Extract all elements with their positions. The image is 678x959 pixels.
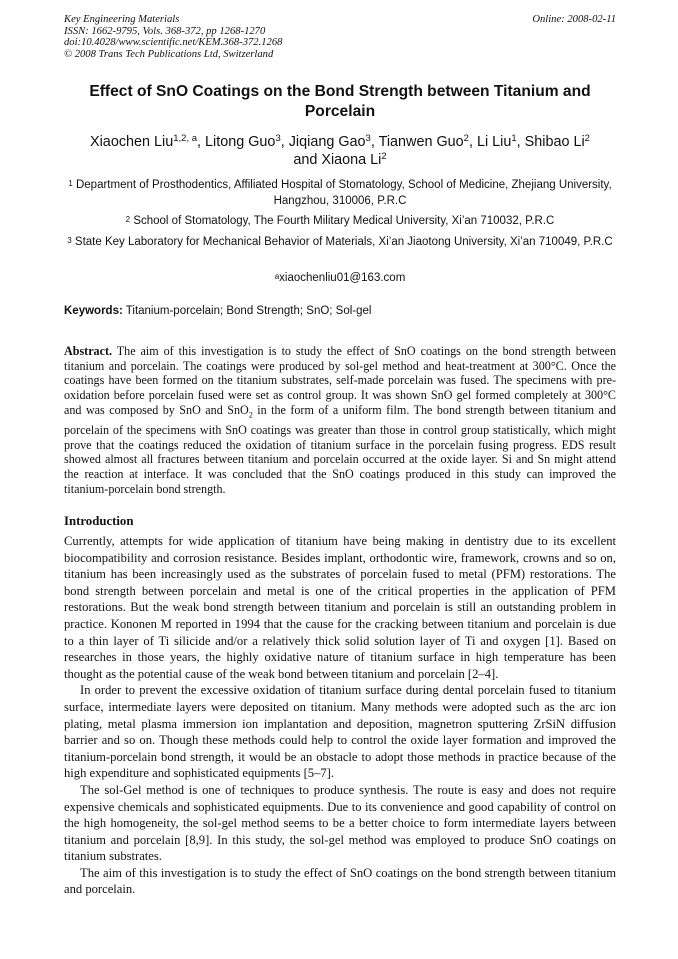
- keywords-line: [64, 304, 616, 319]
- email-address[interactable]: xiaochenliu01@163.com: [279, 272, 406, 284]
- author-joiner: and: [293, 152, 318, 168]
- affiliation-text: School of Stomatology, The Fourth Military Medical University, Xi’an 710032, P.R.C: [133, 215, 555, 227]
- paragraph: In order to prevent the excessive oxidation of titanium surface during dental porcelain fused to titanium surface, intermediate layers were deposited on titanium. Many methods were adopted such as the arc ion plating, metal plasma immersion ion implantation and deposition, magnetron sputtering ZrSiN diffusion barrier and so on. Though these methods could help to control the oxide layer formation and improved the titanium-porcelain bond strength, it would be an obstacle to adopt those methods in practice because of the high expenditure and sophisticated equipments [5–7].: [64, 683, 616, 781]
- affiliation-text: Department of Prosthodentics, Affiliated Hospital of Stomatology, School of Medicine, Zhejiang University, Hangzhou, 310006, P.R.C: [75, 179, 612, 207]
- author-name: Li Liu: [476, 134, 512, 150]
- introduction-body: [64, 533, 616, 898]
- journal-name: Key Engineering Materials: [64, 14, 180, 25]
- author-affiliation-mark: 2: [584, 133, 590, 144]
- affiliation-number: 2: [125, 215, 131, 224]
- keywords-label: Keywords:: [64, 305, 123, 317]
- abstract-label: Abstract.: [64, 344, 113, 358]
- abstract-text-part: The aim of this investigation is to study the effect of SnO coatings on the bond strength between titanium and porcelain. The coatings were produced by sol-gel method and heat-treatment at 300°C. Once the coatings have been formed on the titanium substrates, self-made porcelain was fused. The specimens with pre-oxidation before porcelain fused were set as control group. It was shown SnO gel formed completely at 300°C and was composed by SnO and SnO: [64, 344, 616, 417]
- affiliation-number: 1: [68, 179, 73, 188]
- journal-header: [64, 14, 616, 60]
- author-name: Shibao Li: [524, 134, 585, 150]
- copyright-line: © 2008 Trans Tech Publications Ltd, Switzerland: [64, 48, 274, 60]
- doi-line: doi:10.4028/www.scientific.net/KEM.368-372.1268: [64, 37, 283, 49]
- keywords-text: Titanium-porcelain; Bond Strength; SnO; Sol-gel: [125, 305, 372, 317]
- affiliation-text: State Key Laboratory for Mechanical Behavior of Materials, Xi’an Jiaotong University, Xi’an 710049, P.R.C: [74, 236, 613, 248]
- issn-line: ISSN: 1662-9795, Vols. 368-372, pp 1268-1270: [64, 25, 266, 37]
- author-affiliation-mark: 1: [511, 133, 517, 144]
- introduction-heading: Introduction: [64, 514, 134, 528]
- author-name: Tianwen Guo: [378, 134, 464, 150]
- author-name: Xiaona Li: [321, 152, 382, 168]
- paragraph: The sol-Gel method is one of techniques to produce synthesis. The route is easy and does not require expensive chemicals and sophisticated equipments. Due to its convenience and good capability of control on the high homogeneity, the sol-gel method seems to be a better choice to form intermediate layers between titanium and porcelain [8,9]. In this study, the sol-gel method was employed to produce SnO coatings on titanium substrates.: [64, 782, 616, 864]
- author-affiliation-mark: 2: [381, 151, 387, 162]
- paragraph: Currently, attempts for wide application of titanium have being making in dentistry due to its excellent biocompatibility and corrosion resistance. Besides implant, orthodontic wire, framework, crowns and so on, titanium has been increasingly used as the substrates of porcelain fused to metal (PFM) restorations. The bond strength between porcelain and metal is one of the critical properties in the application of PFM restorations. But the weak bond strength between titanium and porcelain is still an outstanding problem in practice. Kononen M reported in 1994 that the cause for the cracking between titanium and porcelain is due to a thin layer of Ti silicide and/or a relatively thick solid solution layer of Ti and oxygen [1]. Based on researches in those years, the highly oxidative nature of titanium surface in high temperature has been thought as the potential cause of the weak bond between titanium and porcelain [2–4].: [64, 534, 616, 681]
- author-affiliation-mark: 3: [275, 133, 281, 144]
- email-line: [64, 271, 616, 287]
- author-affiliation-mark: 2: [463, 133, 469, 144]
- affiliation-number: 3: [67, 236, 72, 245]
- paragraph: The aim of this investigation is to study the effect of SnO coatings on the bond strength between titanium and porcelain.: [64, 865, 616, 897]
- author-name: Jiqiang Gao: [288, 134, 366, 150]
- author-affiliation-mark: 1,2, a: [173, 133, 198, 144]
- author-list: Xiaochen Liu$^{1,2, a}$, Litong Guo$^3$, Jiqiang Gao$^3$, Tianwen Guo$^2$, Li Liu$^1$, Shibao Li$^2$ and Xiaona Li$^2$: [90, 133, 590, 168]
- abstract-text-part: in the form of a uniform film. The bond strength between titanium and porcelain of the specimens with SnO coatings was greater than those in control group statistically, which might prove that the coatings reduced the oxidation of titanium surface in the porcelain fusing progress. EDS result showed almost all fractures between titanium and porcelain occurred at the oxide layer. Si and Sn might attend the reaction at interface. It was concluded that the SnO coatings produced in this study can improved the titanium-porcelain bond strength.: [64, 402, 616, 496]
- affiliation-1: [64, 178, 616, 209]
- author-affiliation-mark: 3: [365, 133, 371, 144]
- affiliation-3: [64, 235, 616, 251]
- author-name: Litong Guo: [205, 134, 276, 150]
- online-date: Online: 2008-02-11: [532, 14, 616, 25]
- abstract-subscript: 2: [248, 410, 253, 420]
- author-name: Xiaochen Liu: [90, 134, 174, 150]
- abstract: [64, 344, 616, 496]
- email-mark: a: [274, 272, 280, 281]
- paper-title: Effect of SnO Coatings on the Bond Strength between Titanium and Porcelain: [89, 83, 591, 120]
- affiliation-2: [64, 214, 616, 230]
